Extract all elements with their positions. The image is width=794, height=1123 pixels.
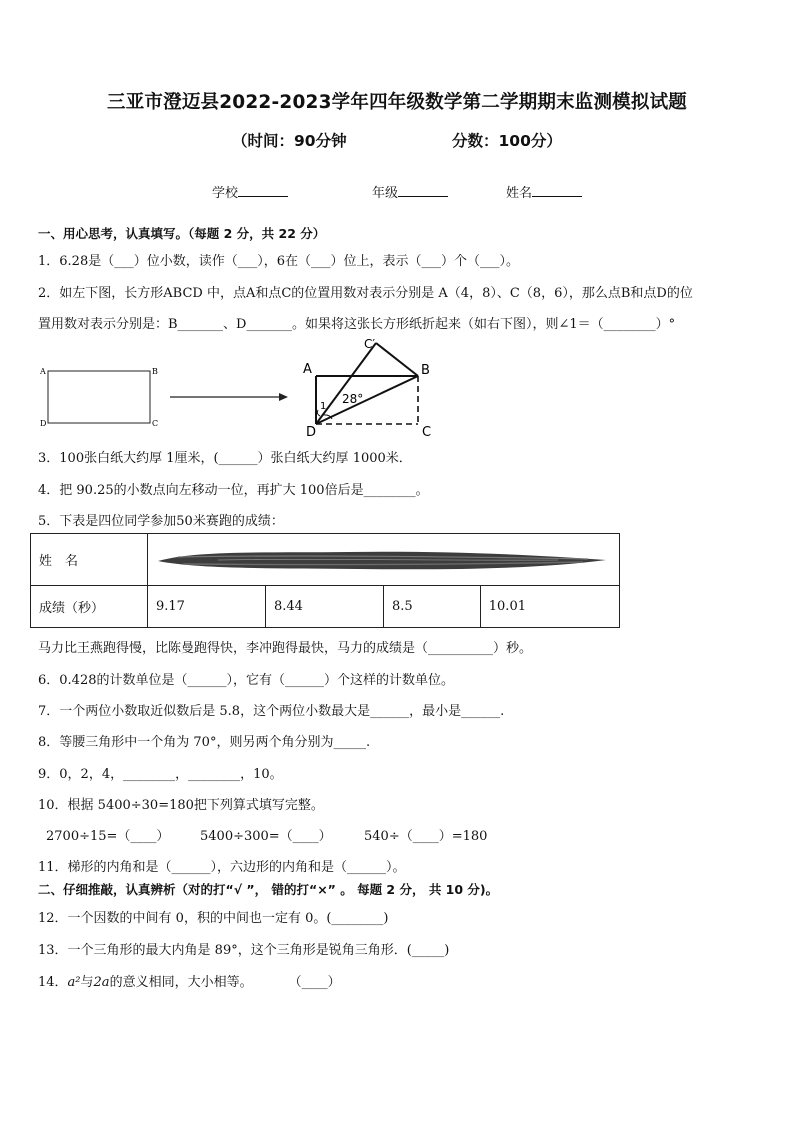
name-blank[interactable] (532, 183, 582, 197)
scribbled-names (158, 547, 606, 573)
table-header-name: 姓 名 (31, 534, 148, 586)
question-14-mid: 与 (80, 975, 94, 990)
rectangle-abcd (48, 371, 150, 423)
question-8: 8．等腰三角形中一个角为 70°，则另两个角分别为_____. (38, 735, 371, 750)
exam-time: （时间：90分钟 (232, 132, 347, 150)
question-5-intro: 5．下表是四位同学参加50米赛跑的成绩： (38, 514, 284, 529)
angle-28-label: 28° (342, 392, 364, 406)
right-label-b: B (421, 363, 430, 378)
school-blank[interactable] (238, 183, 288, 197)
exam-score: 分数：100分） (452, 132, 562, 150)
page-title: 三亚市澄迈县2022-2023学年四年级数学第二学期期末监测模拟试题 (107, 92, 687, 113)
right-label-a: A (303, 362, 312, 377)
right-label-c-prime: C′ (364, 337, 376, 351)
question-2-line-2: 置用数对表示分别是：B_______、D_______。如果将这张长方形纸折起来（如右下图），则∠1＝（________）° (38, 317, 676, 332)
question-10-intro: 10．根据 5400÷30=180把下列算式填写完整。 (38, 798, 324, 813)
question-4: 4．把 90.25的小数点向左移动一位，再扩大 100倍后是________。 (38, 483, 429, 498)
section-1-heading: 一、用心思考，认真填写。（每题 2 分，共 22 分） (38, 226, 326, 241)
question-11: 11．梯形的内角和是（______），六边形的内角和是（______）。 (38, 860, 406, 875)
grade-blank[interactable] (398, 183, 448, 197)
question-9: 9．0，2，4，________，________，10。 (38, 767, 283, 782)
question-10-a: 2700÷15=（____） (46, 829, 170, 844)
question-14 (38, 971, 341, 990)
question-1: 1．6.28是（___）位小数，读作（___），6在（___）位上，表示（___）个（___）。 (38, 254, 519, 269)
left-label-c: C (152, 419, 159, 428)
grade-label: 年级 (372, 186, 399, 201)
question-14-blank: （____） (288, 975, 341, 990)
question-14-a-squared: a² (67, 975, 81, 990)
question-5-followup: 马力比王燕跑得慢，比陈曼跑得快，李冲跑得最快，马力的成绩是（__________）秒。 (38, 641, 533, 656)
fold-arrow-head (279, 393, 288, 401)
left-label-b: B (152, 367, 158, 376)
school-label: 学校 (212, 186, 239, 201)
question-14-suffix: 的意义相同，大小相等。 (109, 975, 253, 990)
left-label-a: A (40, 367, 46, 376)
section-2-heading: 二、仔细推敲，认真辨析（对的打“√ ”， 错的打“×” 。 每题 2 分， 共 10 分)。 (38, 882, 499, 897)
question-12: 12．一个因数的中间有 0，积的中间也一定有 0。(________) (38, 911, 389, 926)
question-2-figure (30, 336, 450, 442)
right-label-d: D (306, 425, 317, 440)
name-label: 姓名 (506, 186, 533, 201)
table-cell-time: 8.44 (266, 586, 384, 628)
angle-1-label: 1 (320, 401, 327, 412)
question-3: 3．100张白纸大约厚 1厘米，(______）张白纸大约厚 1000米． (38, 451, 412, 466)
name-field (506, 182, 582, 201)
table-cell-time: 8.5 (384, 586, 481, 628)
table-header-time: 成绩（秒） (31, 586, 148, 628)
question-14-two-a: 2a (93, 975, 110, 990)
right-label-c: C (422, 425, 432, 440)
question-14-prefix: 14． (38, 975, 68, 990)
fold-line-db (316, 376, 418, 424)
table-cell-time: 10.01 (480, 586, 619, 628)
question-6: 6．0.428的计数单位是（______），它有（______）个这样的计数单位。 (38, 673, 454, 688)
table-row-times (31, 586, 620, 628)
question-10-c: 540÷（____）=180 (364, 829, 488, 844)
school-field (212, 182, 288, 201)
grade-field (372, 182, 448, 201)
left-label-d: D (40, 419, 47, 428)
table-cell-time: 9.17 (148, 586, 266, 628)
question-7: 7．一个两位小数取近似数后是 5.8，这个两位小数最大是______，最小是______. (38, 704, 505, 719)
question-10-b: 5400÷300=（____） (200, 829, 332, 844)
folded-edge-cprimeb (376, 343, 418, 376)
question-2-line-1: 2．如左下图，长方形ABCD 中，点A和点C的位置用数对表示分别是 A（4，8）、C（8，6），那么点B和点D的位 (38, 286, 693, 301)
question-13: 13．一个三角形的最大内角是 89°，这个三角形是锐角三角形．(_____) (38, 943, 450, 958)
